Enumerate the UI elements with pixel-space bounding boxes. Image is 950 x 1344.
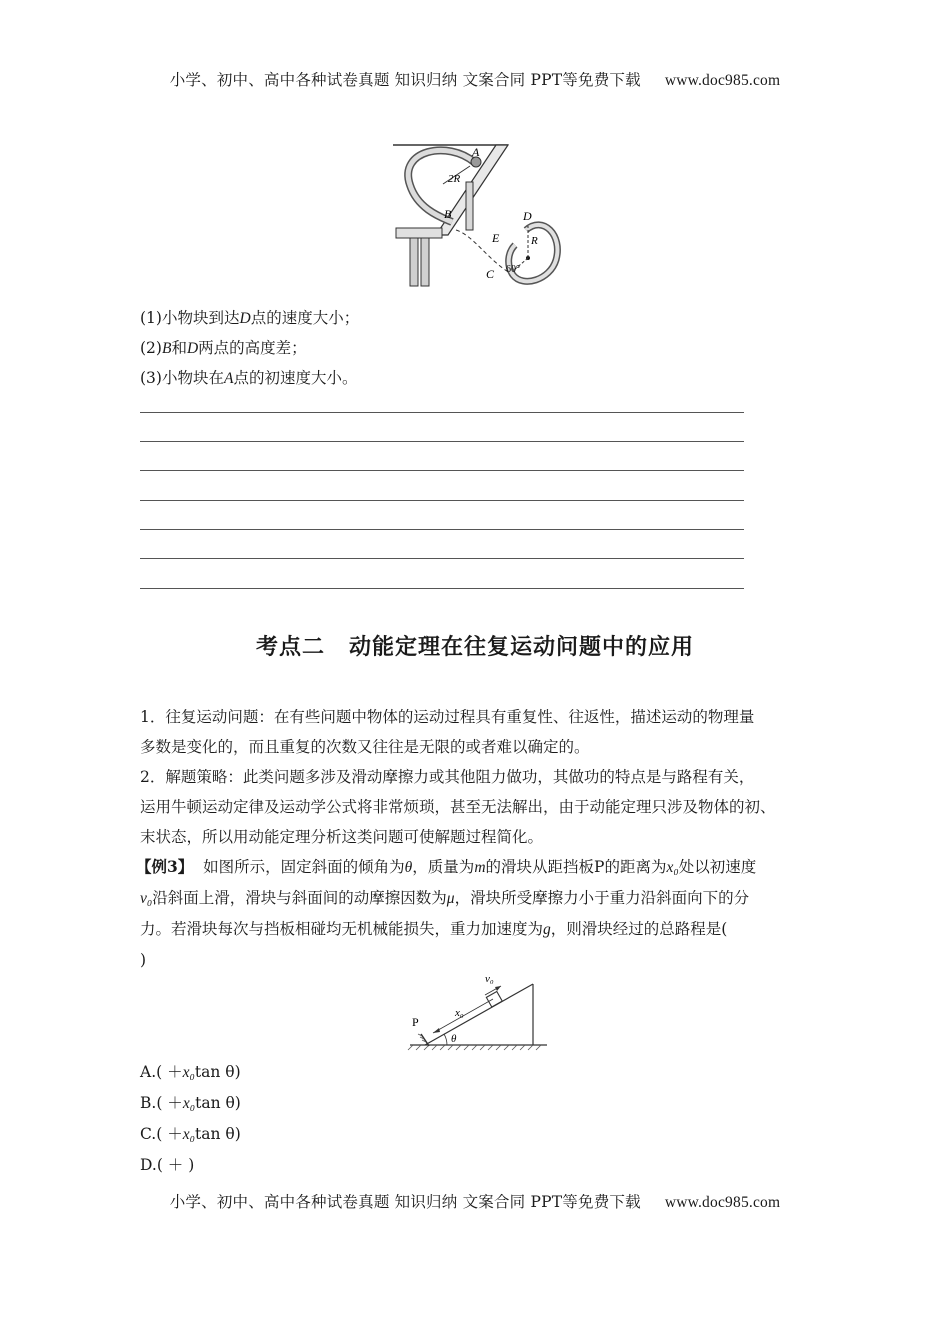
label-C: C xyxy=(486,267,495,281)
page-footer xyxy=(0,1190,950,1212)
label-A: A xyxy=(472,145,480,159)
point-1-line2: 多数是变化的，而且重复的次数又往往是无限的或者难以确定的。 xyxy=(140,738,590,756)
label-v0: v₀ xyxy=(485,973,494,985)
option-A[interactable]: A.( ＋x₀tan θ) xyxy=(140,1063,241,1081)
answer-line[interactable] xyxy=(140,588,744,589)
label-2R: 2R xyxy=(448,173,461,185)
point-2-line2: 运用牛顿运动定律及运动学公式将非常烦琐，甚至无法解出，由于动能定理只涉及物体的初、 xyxy=(140,798,776,816)
answer-line[interactable] xyxy=(140,412,744,413)
point-2-line3: 末状态，所以用动能定理分析这类问题可使解题过程简化。 xyxy=(140,828,544,846)
question-2: (2)B和D两点的高度差； xyxy=(140,339,307,357)
option-C[interactable]: C.( ＋x₀tan θ) xyxy=(140,1125,241,1143)
label-x0: x₀ xyxy=(455,1007,464,1019)
example-3: 【例3】 如图所示，固定斜面的倾角为θ，质量为m的滑块从距挡板P的距离为x₀处以初速度 v₀沿斜面上滑，滑块与斜面间的动摩擦因数为μ，滑块所受摩擦力小于重力沿斜面向下的分 力。若滑块每次与挡板相碰均无机械能损失，重力加速度为g，则滑块经过的总路程是( ) xyxy=(136,857,757,969)
label-D: D xyxy=(523,209,532,223)
label-B: B xyxy=(444,207,452,221)
label-R: R xyxy=(531,235,538,247)
points-paragraph xyxy=(140,702,812,852)
point-1-line1: 1．往复运动问题：在有些问题中物体的运动过程具有重复性、往返性，描述运动的物理量 xyxy=(140,708,755,726)
question-3: (3)小物块在A点的初速度大小。 xyxy=(140,369,358,387)
example-tag: 【例3】 xyxy=(136,857,194,876)
answer-line[interactable] xyxy=(140,470,744,471)
question-1: (1)小物块到达D点的速度大小； xyxy=(140,309,360,327)
answer-line[interactable] xyxy=(140,441,744,442)
label-E: E xyxy=(492,231,500,245)
footer-url[interactable]: www.doc985.com xyxy=(664,1194,781,1211)
figure-incline xyxy=(405,970,555,1052)
header-text: 小学、初中、高中各种试卷真题 知识归纳 文案合同 PPT等免费下载 xyxy=(169,71,641,89)
answer-line[interactable] xyxy=(140,529,744,530)
option-D[interactable]: D.( ＋ ) xyxy=(140,1156,195,1174)
label-angle: 60° xyxy=(506,264,520,275)
point-2-line1: 2．解题策略：此类问题多涉及滑动摩擦力或其他阻力做功，其做功的特点是与路程有关， xyxy=(140,768,755,786)
label-P: P xyxy=(412,1015,419,1029)
header-url[interactable]: www.doc985.com xyxy=(664,72,781,89)
label-theta: θ xyxy=(451,1033,457,1045)
answer-line[interactable] xyxy=(140,558,744,559)
footer-text: 小学、初中、高中各种试卷真题 知识归纳 文案合同 PPT等免费下载 xyxy=(169,1193,641,1211)
section-title: 考点二 动能定理在往复运动问题中的应用 xyxy=(255,635,695,660)
answer-line[interactable] xyxy=(140,500,744,501)
page-header xyxy=(0,68,950,90)
option-B[interactable]: B.( ＋x₀tan θ) xyxy=(140,1094,241,1112)
figure-loop-track xyxy=(388,140,568,290)
